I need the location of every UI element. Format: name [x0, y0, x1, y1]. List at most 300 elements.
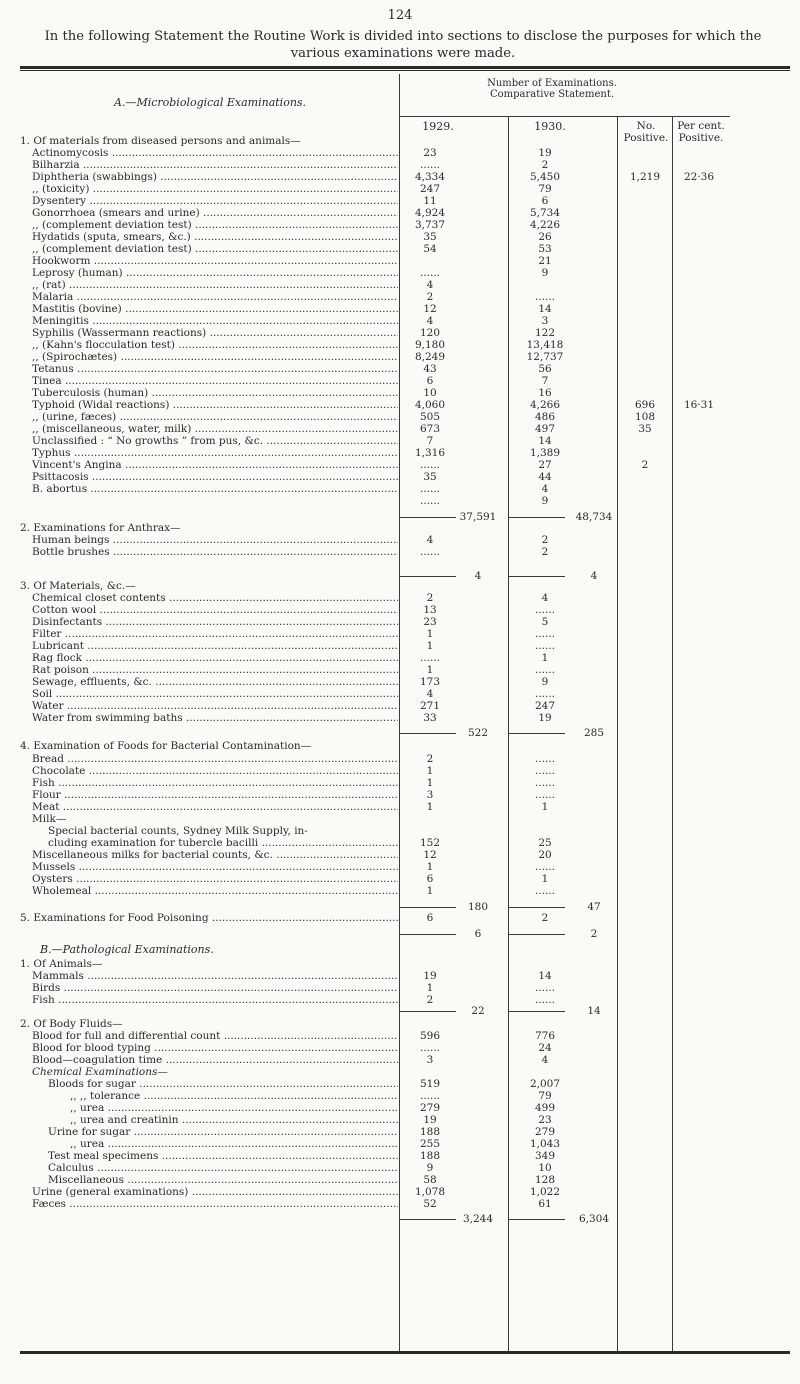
value-1930: 5,734	[529, 207, 561, 219]
value-1929: ......	[419, 159, 441, 171]
value-1929: 58	[423, 1174, 437, 1186]
table-row	[0, 522, 800, 534]
table-row	[0, 1213, 800, 1225]
table-row	[0, 159, 800, 171]
total-1929: 37,591	[459, 511, 497, 523]
table-row	[0, 982, 800, 994]
total-1930: 14	[587, 1005, 601, 1017]
table-row	[0, 303, 800, 315]
value-1930: 44	[538, 471, 552, 483]
row-label: Typhoid (Widal reactions) .....	[32, 399, 398, 411]
table-row	[0, 351, 800, 363]
total-1929: 3,244	[462, 1213, 494, 1225]
table-row	[0, 616, 800, 628]
value-1929: 1	[426, 777, 434, 789]
value-1930: 6	[541, 195, 549, 207]
header-positive: No. Positive.	[623, 120, 669, 144]
value-1930: 2	[541, 912, 549, 924]
value-1929: 43	[423, 363, 437, 375]
table-row	[0, 1042, 800, 1054]
value-percent: 16·31	[683, 399, 715, 411]
table-row	[0, 147, 800, 159]
row-label: ,, (rat) .....	[32, 279, 398, 291]
value-1930: 122	[534, 327, 556, 339]
value-1930: 9	[541, 495, 549, 507]
table-row	[0, 1054, 800, 1066]
table-row	[0, 1030, 800, 1042]
row-label: Filter .....	[32, 628, 398, 640]
table-row	[0, 1114, 800, 1126]
row-label: Urine (general examinations) .....	[32, 1186, 398, 1198]
value-1929: 1	[426, 628, 434, 640]
value-1930: 2,007	[529, 1078, 561, 1090]
value-1929: 19	[423, 1114, 437, 1126]
value-positive: 108	[634, 411, 656, 423]
value-1929: 10	[423, 387, 437, 399]
row-label: Sewage, effluents, &c. .....	[32, 676, 398, 688]
table-row	[0, 291, 800, 303]
table-row	[0, 789, 800, 801]
row-label: Bilharzia .....	[32, 159, 398, 171]
table-row	[0, 1066, 800, 1078]
row-label: Disinfectants .....	[32, 616, 398, 628]
row-label: 1. Of materials from diseased persons and animals—	[20, 135, 301, 147]
section-a-title: A.—Microbiological Examinations.	[114, 96, 307, 109]
value-1930: 128	[534, 1174, 556, 1186]
value-1930: 14	[538, 970, 552, 982]
value-1929: 3	[426, 1054, 434, 1066]
table-row	[0, 712, 800, 724]
value-1929: ......	[419, 483, 441, 495]
value-1930: ......	[534, 640, 556, 652]
value-1930: 486	[534, 411, 556, 423]
value-1930: 19	[538, 712, 552, 724]
row-label: Rat poison .....	[32, 664, 398, 676]
table-row	[0, 740, 800, 752]
value-1930: ......	[534, 628, 556, 640]
row-label: Bottle brushes .....	[32, 546, 398, 558]
row-label: Meningitis .....	[32, 315, 398, 327]
table-row	[0, 459, 800, 471]
value-1929: 4	[426, 534, 434, 546]
table-row	[0, 1174, 800, 1186]
total-1930: 2	[590, 928, 598, 940]
value-1930: 5,450	[529, 171, 561, 183]
intro-paragraph: In the following Statement the Routine Work is divided into sections to disclose the purposes for which the various examinations were made.	[44, 29, 762, 61]
value-1930: 497	[534, 423, 556, 435]
value-1929: 3,737	[414, 219, 446, 231]
row-label: Chemical Examinations—	[32, 1066, 168, 1078]
row-label: Leprosy (human) .....	[32, 267, 398, 279]
value-1930: 26	[538, 231, 552, 243]
table-row	[0, 777, 800, 789]
value-1929: 23	[423, 616, 437, 628]
row-label: Dysentery .....	[32, 195, 398, 207]
row-label: Fish .....	[32, 994, 398, 1006]
value-1930: 20	[538, 849, 552, 861]
value-1929: 1,078	[414, 1186, 446, 1198]
value-1929: 1	[426, 801, 434, 813]
table-row	[0, 813, 800, 825]
table-row	[0, 1005, 800, 1017]
value-1930: 1	[541, 652, 549, 664]
table-row	[0, 399, 800, 411]
table-row	[0, 279, 800, 291]
value-1930: 9	[541, 676, 549, 688]
value-1930: 4	[541, 1054, 549, 1066]
value-1929: ......	[419, 1090, 441, 1102]
value-1930: 1	[541, 801, 549, 813]
value-1929: 35	[423, 231, 437, 243]
value-1929: 1	[426, 861, 434, 873]
row-label: Blood for blood typing .....	[32, 1042, 398, 1054]
total-1930: 6,304	[578, 1213, 610, 1225]
value-1930: 2	[541, 534, 549, 546]
value-1929: 2	[426, 592, 434, 604]
row-label: Milk—	[32, 813, 67, 825]
value-1930: 56	[538, 363, 552, 375]
table-row	[0, 1126, 800, 1138]
table-row	[0, 1090, 800, 1102]
row-label: ,, (miscellaneous, water, milk) .....	[32, 423, 398, 435]
table-row	[0, 688, 800, 700]
value-1930: ......	[534, 994, 556, 1006]
value-1930: 4	[541, 592, 549, 604]
value-1930: 19	[538, 147, 552, 159]
row-label: Oysters .....	[32, 873, 398, 885]
row-label: Malaria .....	[32, 291, 398, 303]
row-label: Human beings .....	[32, 534, 398, 546]
top-rule-thin	[20, 70, 790, 71]
value-1930: 776	[534, 1030, 556, 1042]
table-row	[0, 700, 800, 712]
table-row	[0, 885, 800, 897]
value-1929: 1	[426, 765, 434, 777]
row-label: ,, (urine, fæces) .....	[32, 411, 398, 423]
row-label: Cotton wool .....	[32, 604, 398, 616]
row-label: 2. Examinations for Anthrax—	[20, 522, 181, 534]
column-header-line1: Number of Examinations.	[487, 78, 617, 89]
value-1929: 1,316	[414, 447, 446, 459]
value-1930: 2	[541, 546, 549, 558]
value-1930: 27	[538, 459, 552, 471]
value-1930: 2	[541, 159, 549, 171]
value-1929: 596	[419, 1030, 441, 1042]
total-1929: 522	[467, 727, 489, 739]
row-label: Chocolate .....	[32, 765, 398, 777]
row-label: Bloods for sugar .....	[48, 1078, 398, 1090]
value-1930: 14	[538, 303, 552, 315]
value-1929: 4	[426, 315, 434, 327]
row-label: Bread .....	[32, 753, 398, 765]
value-1929: 4,924	[414, 207, 446, 219]
row-label: Tetanus .....	[32, 363, 398, 375]
value-1929: ......	[419, 1042, 441, 1054]
table-row	[0, 171, 800, 183]
value-1929: 247	[419, 183, 441, 195]
value-1930: 25	[538, 837, 552, 849]
value-1929: 2	[426, 291, 434, 303]
row-label: Vincent's Angina .....	[32, 459, 398, 471]
value-1930: 1,389	[529, 447, 561, 459]
row-label: ,, ,, tolerance .....	[70, 1090, 398, 1102]
table-row	[0, 183, 800, 195]
table-row	[0, 195, 800, 207]
table-row	[0, 231, 800, 243]
table-row	[0, 580, 800, 592]
table-row	[0, 1198, 800, 1210]
value-1929: 279	[419, 1102, 441, 1114]
value-1929: 188	[419, 1150, 441, 1162]
table-row	[0, 411, 800, 423]
header-hline	[400, 116, 730, 117]
row-label: Birds .....	[32, 982, 398, 994]
value-1930: 13,418	[526, 339, 564, 351]
value-1929: ......	[419, 267, 441, 279]
table-row	[0, 1150, 800, 1162]
table-row	[0, 753, 800, 765]
value-1929: 173	[419, 676, 441, 688]
table-row	[0, 592, 800, 604]
value-1929: 519	[419, 1078, 441, 1090]
value-1930: ......	[534, 291, 556, 303]
table-row	[0, 1186, 800, 1198]
row-label: Tuberculosis (human) .....	[32, 387, 398, 399]
value-1930: 499	[534, 1102, 556, 1114]
value-1929: 7	[426, 435, 434, 447]
bottom-rule	[20, 1351, 790, 1354]
row-label: Unclassified : “ No growths ” from pus, &c. .....	[32, 435, 398, 447]
row-label: Water from swimming baths .....	[32, 712, 398, 724]
value-1929: ......	[419, 495, 441, 507]
value-percent: 22·36	[683, 171, 715, 183]
row-label: Mammals .....	[32, 970, 398, 982]
value-1929: ......	[419, 459, 441, 471]
value-1930: 5	[541, 616, 549, 628]
row-label: Syphilis (Wassermann reactions) .....	[32, 327, 398, 339]
table-row	[0, 471, 800, 483]
column-header	[412, 78, 692, 100]
table-row	[0, 339, 800, 351]
value-1929: 1	[426, 982, 434, 994]
table-row	[0, 958, 800, 970]
table-row	[0, 1162, 800, 1174]
total-1929: 4	[474, 570, 482, 582]
value-1929: 6	[426, 873, 434, 885]
value-1929: 1	[426, 640, 434, 652]
value-1930: 53	[538, 243, 552, 255]
value-1930: 16	[538, 387, 552, 399]
value-1930: 10	[538, 1162, 552, 1174]
value-1930: ......	[534, 688, 556, 700]
table-row	[0, 447, 800, 459]
total-1930: 47	[587, 901, 601, 913]
row-label: Chemical closet contents .....	[32, 592, 398, 604]
value-1930: 61	[538, 1198, 552, 1210]
top-rule	[20, 66, 790, 69]
row-label: ,, (Kahn's flocculation test) .....	[32, 339, 398, 351]
row-label: Calculus .....	[48, 1162, 398, 1174]
row-label: 5. Examinations for Food Poisoning .....	[20, 912, 398, 924]
value-1930: 23	[538, 1114, 552, 1126]
value-1930: 279	[534, 1126, 556, 1138]
value-positive: 1,219	[629, 171, 661, 183]
value-1929: 1	[426, 664, 434, 676]
row-label: Typhus .....	[32, 447, 398, 459]
total-1930: 285	[583, 727, 605, 739]
table-row	[0, 928, 800, 940]
value-1929: 13	[423, 604, 437, 616]
row-label: Diphtheria (swabbings) .....	[32, 171, 398, 183]
value-1929: 19	[423, 970, 437, 982]
row-label: 3. Of Materials, &c.—	[20, 580, 136, 592]
row-label: 1. Of Animals—	[20, 958, 103, 970]
row-label: Psittacosis .....	[32, 471, 398, 483]
table-row	[0, 861, 800, 873]
table-row	[0, 801, 800, 813]
table-row	[0, 375, 800, 387]
value-1929: 188	[419, 1126, 441, 1138]
value-1930: 3	[541, 315, 549, 327]
value-1929: 6	[426, 912, 434, 924]
value-1930: 24	[538, 1042, 552, 1054]
row-label: Tinea .....	[32, 375, 398, 387]
value-positive: 35	[638, 423, 652, 435]
row-label: Test meal specimens .....	[48, 1150, 398, 1162]
row-label: Special bacterial counts, Sydney Milk Supply, in-	[48, 825, 308, 837]
table-row	[0, 546, 800, 558]
value-positive: 2	[641, 459, 649, 471]
total-1929: 180	[467, 901, 489, 913]
total-1930: 4	[590, 570, 598, 582]
table-row	[0, 727, 800, 739]
row-label: Lubricant .....	[32, 640, 398, 652]
value-1930: 9	[541, 267, 549, 279]
header-1929: 1929.	[422, 120, 454, 133]
table-row	[0, 267, 800, 279]
table-row	[0, 664, 800, 676]
value-1930: ......	[534, 885, 556, 897]
table-row	[0, 423, 800, 435]
value-1929: 4,334	[414, 171, 446, 183]
total-1929: 6	[474, 928, 482, 940]
value-1930: ......	[534, 753, 556, 765]
row-label: Blood for full and differential count .....	[32, 1030, 398, 1042]
value-1929: 505	[419, 411, 441, 423]
row-label: Urine for sugar .....	[48, 1126, 398, 1138]
table-row	[0, 873, 800, 885]
row-label: B. abortus .....	[32, 483, 398, 495]
table-row	[0, 912, 800, 924]
table-row	[0, 483, 800, 495]
section-b-title: B.—Pathological Examinations.	[40, 943, 214, 956]
column-header-line2: Comparative Statement.	[489, 89, 615, 100]
value-1930: 4	[541, 483, 549, 495]
row-label: Mastitis (bovine) .....	[32, 303, 398, 315]
value-1929: 2	[426, 994, 434, 1006]
value-positive: 696	[634, 399, 656, 411]
value-1929: 271	[419, 700, 441, 712]
table-row	[0, 765, 800, 777]
table-row	[0, 135, 800, 147]
header-percent: Per cent. Positive.	[677, 120, 725, 144]
value-1929: 673	[419, 423, 441, 435]
value-1930: 4,226	[529, 219, 561, 231]
value-1930: 4,266	[529, 399, 561, 411]
value-1929: 11	[423, 195, 437, 207]
row-label: Soil .....	[32, 688, 398, 700]
table-row	[0, 1138, 800, 1150]
table-row	[0, 1018, 800, 1030]
total-1930: 48,734	[575, 511, 613, 523]
row-label: ,, urea and creatinin .....	[70, 1114, 398, 1126]
row-label: Mussels .....	[32, 861, 398, 873]
row-label: Miscellaneous .....	[48, 1174, 398, 1186]
value-1930: 79	[538, 1090, 552, 1102]
row-label: Hydatids (sputa, smears, &c.) .....	[32, 231, 398, 243]
row-label: Meat .....	[32, 801, 398, 813]
value-1930: ......	[534, 789, 556, 801]
table-row	[0, 495, 800, 507]
value-1929: ......	[419, 546, 441, 558]
value-1929: 12	[423, 303, 437, 315]
row-label: Gonorrhoea (smears and urine) .....	[32, 207, 398, 219]
table-row	[0, 219, 800, 231]
value-1929: 4	[426, 279, 434, 291]
value-1930: 1,043	[529, 1138, 561, 1150]
value-1929: 35	[423, 471, 437, 483]
table-row	[0, 327, 800, 339]
value-1929: 8,249	[414, 351, 446, 363]
table-row	[0, 652, 800, 664]
value-1929: 2	[426, 753, 434, 765]
value-1930: ......	[534, 765, 556, 777]
value-1930: 7	[541, 375, 549, 387]
value-1930: ......	[534, 664, 556, 676]
value-1929: 23	[423, 147, 437, 159]
value-1929: 52	[423, 1198, 437, 1210]
value-1930: 1	[541, 873, 549, 885]
header-1930: 1930.	[534, 120, 566, 133]
row-label: ,, urea .....	[70, 1102, 398, 1114]
table-row	[0, 363, 800, 375]
value-1929: 12	[423, 849, 437, 861]
table-row	[0, 207, 800, 219]
table-row	[0, 825, 800, 837]
row-label: Water .....	[32, 700, 398, 712]
value-1930: 12,737	[526, 351, 564, 363]
row-label: ,, (complement deviation test) .....	[32, 219, 398, 231]
value-1929: 33	[423, 712, 437, 724]
value-1929: 4	[426, 688, 434, 700]
row-label: Miscellaneous milks for bacterial counts, &c. .....	[32, 849, 398, 861]
row-label: ,, (complement deviation test) .....	[32, 243, 398, 255]
table-row	[0, 1102, 800, 1114]
value-1930: ......	[534, 777, 556, 789]
value-1930: ......	[534, 604, 556, 616]
row-label: Wholemeal .....	[32, 885, 398, 897]
row-label: ,, urea .....	[70, 1138, 398, 1150]
row-label: Actinomycosis .....	[32, 147, 398, 159]
value-1929: 9	[426, 1162, 434, 1174]
table-row	[0, 676, 800, 688]
value-1930: 247	[534, 700, 556, 712]
table-row	[0, 849, 800, 861]
table-row	[0, 387, 800, 399]
value-1929: 6	[426, 375, 434, 387]
row-label: 2. Of Body Fluids—	[20, 1018, 123, 1030]
row-label: ,, (toxicity) .....	[32, 183, 398, 195]
